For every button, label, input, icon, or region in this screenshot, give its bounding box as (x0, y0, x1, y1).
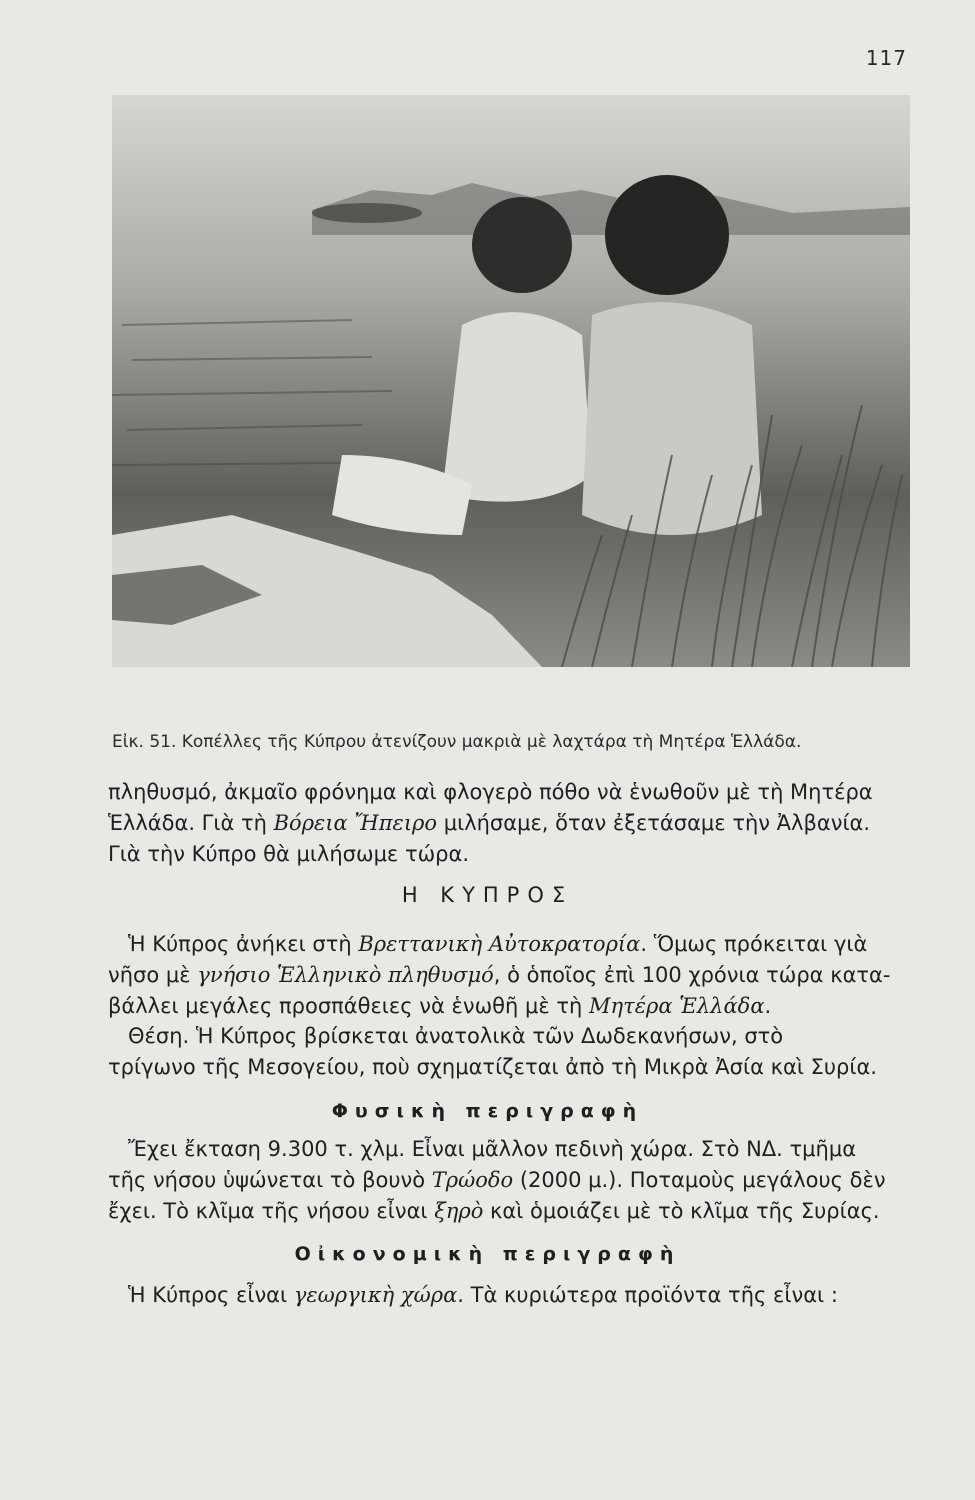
italic-term: Μητέρα Ἑλλάδα (589, 994, 765, 1018)
text-span: βάλλει μεγάλες προσπάθειες νὰ ἑνωθῆ μὲ τὴ (108, 994, 590, 1018)
text-span: (2000 μ.). Ποταμοὺς μεγάλους δὲν (513, 1168, 886, 1192)
physical-line-3 (108, 1196, 928, 1227)
text-span: Θέση. Ἡ Κύπρος βρίσκεται ἀνατολικὰ τῶν Δωδεκανήσων, στὸ (128, 1024, 784, 1048)
italic-term: Βόρεια Ἤπειρο (273, 811, 438, 835)
position-paragraph (108, 1021, 928, 1083)
photo-illustration (112, 95, 910, 667)
economic-line-1 (108, 1280, 928, 1311)
text-span: Ἡ Κύπρος εἶναι (128, 1283, 294, 1307)
text-span: ἔχει. Τὸ κλῖμα τῆς νήσου εἶναι (108, 1199, 435, 1223)
cyprus-line-3 (108, 991, 928, 1022)
economic-paragraph (108, 1280, 928, 1311)
intro-line-2 (108, 808, 928, 839)
italic-term: ξηρὸ (434, 1199, 484, 1223)
photograph (112, 95, 910, 667)
economic-heading: Οἰκονομικὴ περιγραφὴ (294, 1243, 681, 1265)
text-span: Ἡ Κύπρος ἀνήκει στὴ (128, 932, 359, 956)
physical-paragraph (108, 1134, 928, 1227)
intro-line-3: Γιὰ τὴν Κύπρο θὰ μιλήσωμε τώρα. (108, 842, 470, 866)
text-span: . Τὰ κυριώτερα προϊόντα τῆς εἶναι : (457, 1283, 838, 1307)
text-span: τῆς νήσου ὑψώνεται τὸ βουνὸ (108, 1168, 432, 1192)
text-span: , ὁ ὁποῖος ἐπὶ 100 χρόνια τώρα κατα- (493, 963, 891, 987)
intro-paragraph (108, 777, 928, 870)
text-span: μιλήσαμε, ὅταν ἐξετάσαμε τὴν Ἀλβανία. (437, 811, 871, 835)
section-title: Η ΚΥΠΡΟΣ (401, 883, 574, 907)
italic-term: Βρεττανικὴ Αὐτοκρατορία (358, 932, 641, 956)
text-span: καὶ ὁμοιάζει μὲ τὸ κλῖμα τῆς Συρίας. (483, 1199, 880, 1223)
intro-line-1: πληθυσμό, ἀκμαῖο φρόνημα καὶ φλογερὸ πόθο νὰ ἑνωθοῦν μὲ τὴ Μητέρα (108, 780, 873, 804)
page-number: 117 (865, 46, 907, 70)
physical-heading: Φυσικὴ περιγραφὴ (331, 1100, 644, 1122)
cyprus-paragraph (108, 929, 928, 1022)
physical-line-2 (108, 1165, 928, 1196)
text-span: νῆσο μὲ (108, 963, 198, 987)
italic-term: γνήσιο Ἑλληνικὸ πληθυσμό (197, 963, 494, 987)
text-span: . Ὅμως πρόκειται γιὰ (640, 932, 868, 956)
italic-term: γεωργικὴ χώρα (293, 1283, 458, 1307)
text-span: Ἔχει ἔκταση 9.300 τ. χλμ. Εἶναι μᾶλλον πεδινὴ χώρα. Στὸ ΝΔ. τμῆμα (128, 1137, 857, 1161)
text-span: Ἑλλάδα. Γιὰ τὴ (108, 811, 274, 835)
position-line-2: τρίγωνο τῆς Μεσογείου, ποὺ σχηματίζεται ἀπὸ τὴ Μικρὰ Ἀσία καὶ Συρία. (108, 1055, 877, 1079)
italic-term: Τρώοδο (431, 1168, 514, 1192)
physical-line-1 (108, 1134, 928, 1165)
cyprus-line-1 (108, 929, 928, 960)
cyprus-line-2 (108, 960, 928, 991)
position-line-1 (108, 1021, 928, 1052)
text-span: . (764, 994, 772, 1018)
figure-caption: Εἰκ. 51. Κοπέλλες τῆς Κύπρου ἀτενίζουν μακριὰ μὲ λαχτάρα τὴ Μητέρα Ἑλλάδα. (112, 732, 802, 752)
